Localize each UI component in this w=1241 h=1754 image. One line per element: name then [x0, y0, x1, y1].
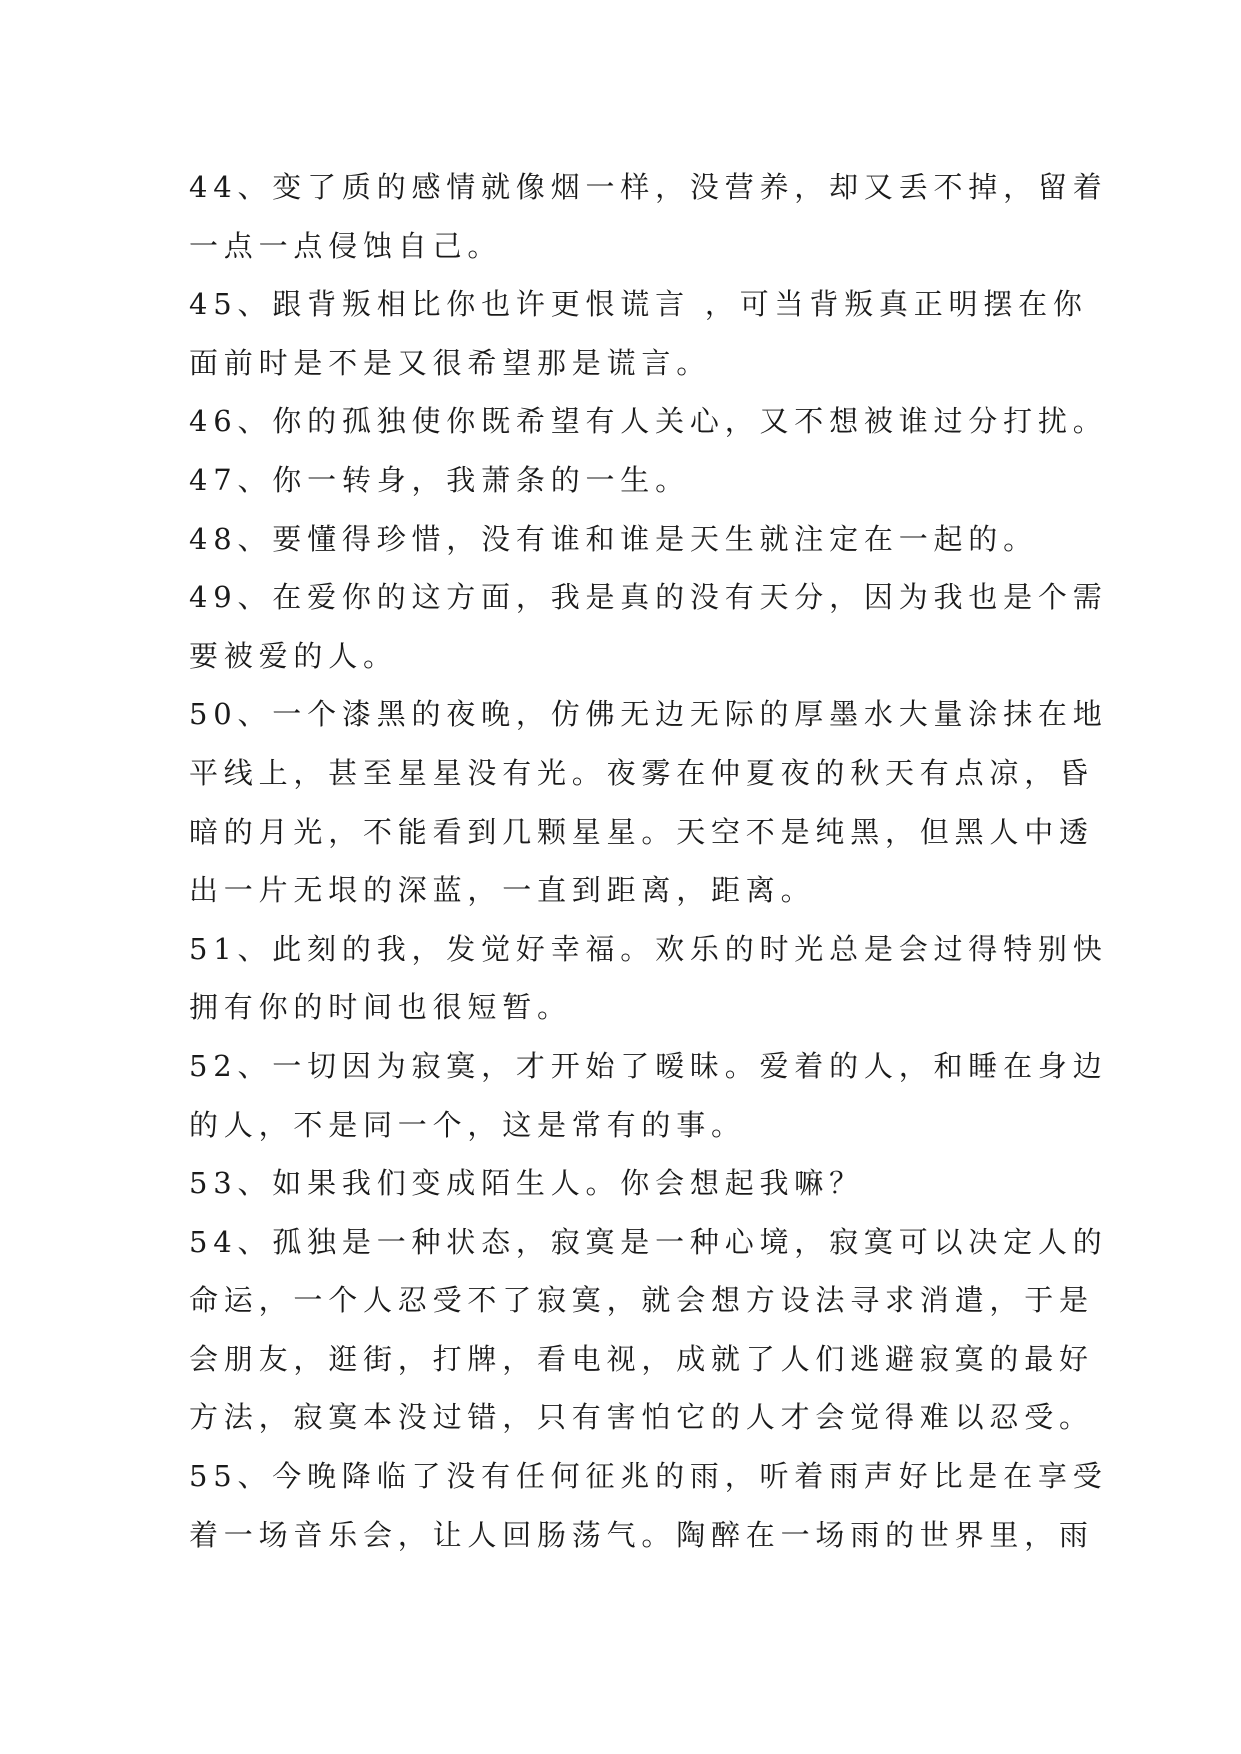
- text-line: 49、在爱你的这方面，我是真的没有天分，因为我也是个需: [189, 580, 1108, 615]
- text-line: 44、变了质的感情就像烟一样，没营养，却又丢不掉，留着: [189, 170, 1108, 204]
- text-line: 着一场音乐会，让人回肠荡气。陶醉在一场雨的世界里，雨: [189, 1517, 1094, 1552]
- text-line: 46、你的孤独使你既希望有人关心，又不想被谁过分打扰。: [189, 404, 1108, 439]
- text-line: 的人，不是同一个，这是常有的事。: [189, 1107, 746, 1142]
- text-line: 45、跟背叛相比你也许更恨谎言 ，可当背叛真正明摆在你: [189, 287, 1088, 322]
- text-line: 47、你一转身，我萧条的一生。: [189, 462, 690, 497]
- text-line: 会朋友，逛街，打牌，看电视，成就了人们逃避寂寞的最好: [189, 1341, 1094, 1376]
- text-line: 50、一个漆黑的夜晚，仿佛无边无际的厚墨水大量涂抹在地: [189, 697, 1108, 732]
- text-line: 55、今晚降临了没有任何征兆的雨，听着雨声好比是在享受: [189, 1459, 1108, 1494]
- text-line: 面前时是不是又很希望那是谎言。: [189, 345, 712, 380]
- text-line: 要被爱的人。: [189, 638, 398, 673]
- text-line: 方法，寂寞本没过错，只有害怕它的人才会觉得难以忍受。: [189, 1400, 1094, 1435]
- text-line: 命运，一个人忍受不了寂寞，就会想方设法寻求消遣，于是: [189, 1283, 1094, 1318]
- text-line: 48、要懂得珍惜，没有谁和谁是天生就注定在一起的。: [189, 521, 1038, 556]
- text-line: 53、如果我们变成陌生人。你会想起我嘛？: [189, 1166, 864, 1201]
- text-line: 暗的月光，不能看到几颗星星。天空不是纯黑，但黑人中透: [189, 814, 1094, 849]
- text-line: 一点一点侵蚀自己。: [189, 228, 503, 263]
- text-line: 51、此刻的我，发觉好幸福。欢乐的时光总是会过得特别快: [189, 931, 1108, 966]
- text-line: 52、一切因为寂寞，才开始了暧昧。爱着的人，和睡在身边: [189, 1048, 1108, 1083]
- text-line: 拥有你的时间也很短暂。: [189, 990, 572, 1025]
- document-body: [189, 158, 1108, 1564]
- text-line: 54、孤独是一种状态，寂寞是一种心境，寂寞可以决定人的: [189, 1224, 1108, 1259]
- text-line: 出一片无垠的深蓝，一直到距离，距离。: [189, 873, 816, 908]
- text-line: 平线上，甚至星星没有光。夜雾在仲夏夜的秋天有点凉，昏: [189, 755, 1094, 790]
